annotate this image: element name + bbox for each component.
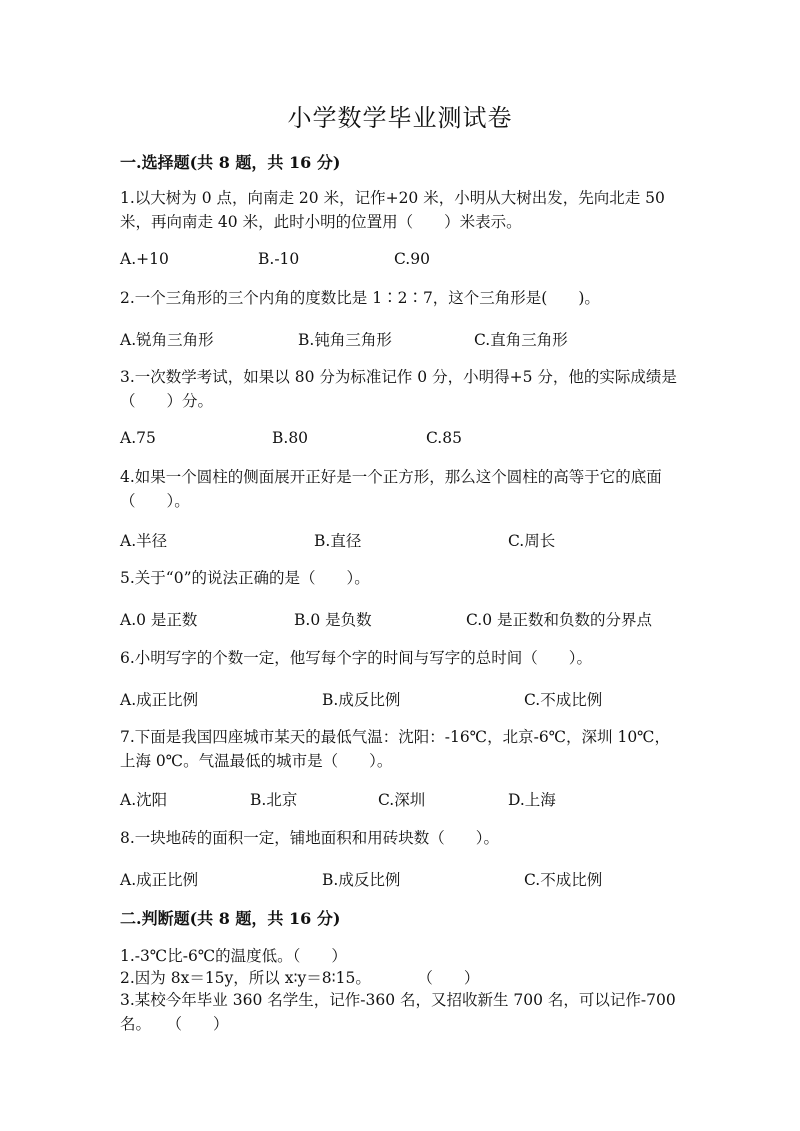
option-a: A.成正比例	[120, 691, 199, 709]
option-a: A.75	[120, 429, 156, 447]
options-6	[120, 688, 720, 710]
question-5: 5.关于“0”的说法正确的是（ ）。	[120, 569, 370, 587]
option-b: B.成反比例	[322, 871, 401, 889]
option-a: A.半径	[120, 532, 168, 550]
option-a: A.+10	[120, 250, 169, 268]
question-8: 8.一块地砖的面积一定，铺地面积和用砖块数（ ）。	[120, 829, 500, 847]
question-3: 3.一次数学考试，如果以 80 分为标准记作 0 分，小明得+5 分，他的实际成绩是（ ）分。	[120, 368, 677, 410]
option-c: C.周长	[508, 532, 556, 550]
option-a: A.沈阳	[120, 791, 168, 809]
option-b: B.80	[272, 429, 309, 447]
option-c: C.90	[394, 250, 430, 268]
options-1	[120, 250, 720, 272]
option-b: B.-10	[258, 250, 300, 268]
option-a: A.成正比例	[120, 871, 199, 889]
page-title: 小学数学毕业测试卷	[287, 104, 513, 132]
option-c: C.直角三角形	[474, 331, 568, 349]
option-a: A.0 是正数	[120, 611, 198, 629]
option-a: A.锐角三角形	[120, 331, 214, 349]
judgement-item-3: 3.某校今年毕业 360 名学生，记作-360 名，又招收新生 700 名，可以记作-700 名。 （ ）	[120, 991, 676, 1033]
option-c: C.不成比例	[524, 871, 603, 889]
question-4: 4.如果一个圆柱的侧面展开正好是一个正方形，那么这个圆柱的高等于它的底面（ ）。	[120, 468, 662, 510]
option-c: C.深圳	[378, 791, 426, 809]
option-b: B.北京	[250, 791, 298, 809]
judgement-item-1: 1.-3℃比-6℃的温度低。（ ）	[120, 947, 347, 965]
options-5	[120, 608, 720, 630]
options-4	[120, 529, 720, 551]
section-heading-true-false: 二.判断题(共 8 题，共 16 分)	[120, 909, 341, 928]
option-b: B.成反比例	[322, 691, 401, 709]
options-7	[120, 788, 720, 810]
option-b: B.直径	[314, 532, 362, 550]
option-c: C.0 是正数和负数的分界点	[466, 611, 653, 629]
option-b: B.0 是负数	[294, 611, 372, 629]
options-2	[120, 328, 720, 350]
judgement-item-2: 2.因为 8x＝15y，所以 x∶y＝8∶15。 （ ）	[120, 969, 480, 987]
option-c: C.不成比例	[524, 691, 603, 709]
question-7: 7.下面是我国四座城市某天的最低气温：沈阳：-16℃，北京-6℃，深圳 10℃，上海 0℃。气温最低的城市是（ ）。	[120, 728, 671, 770]
option-d: D.上海	[508, 791, 556, 809]
question-6: 6.小明写字的个数一定，他写每个字的时间与写字的总时间（ ）。	[120, 649, 593, 667]
option-c: C.85	[426, 429, 462, 447]
question-2: 2.一个三角形的三个内角的度数比是 1∶2∶7，这个三角形是( )。	[120, 289, 600, 307]
options-3	[120, 429, 720, 451]
section-heading-multiple-choice: 一.选择题(共 8 题，共 16 分)	[120, 153, 341, 172]
options-8	[120, 868, 720, 890]
option-b: B.钝角三角形	[298, 331, 392, 349]
question-1: 1.以大树为 0 点，向南走 20 米，记作+20 米，小明从大树出发，先向北走 50 米，再向南走 40 米，此时小明的位置用（ ）米表示。	[120, 189, 665, 231]
